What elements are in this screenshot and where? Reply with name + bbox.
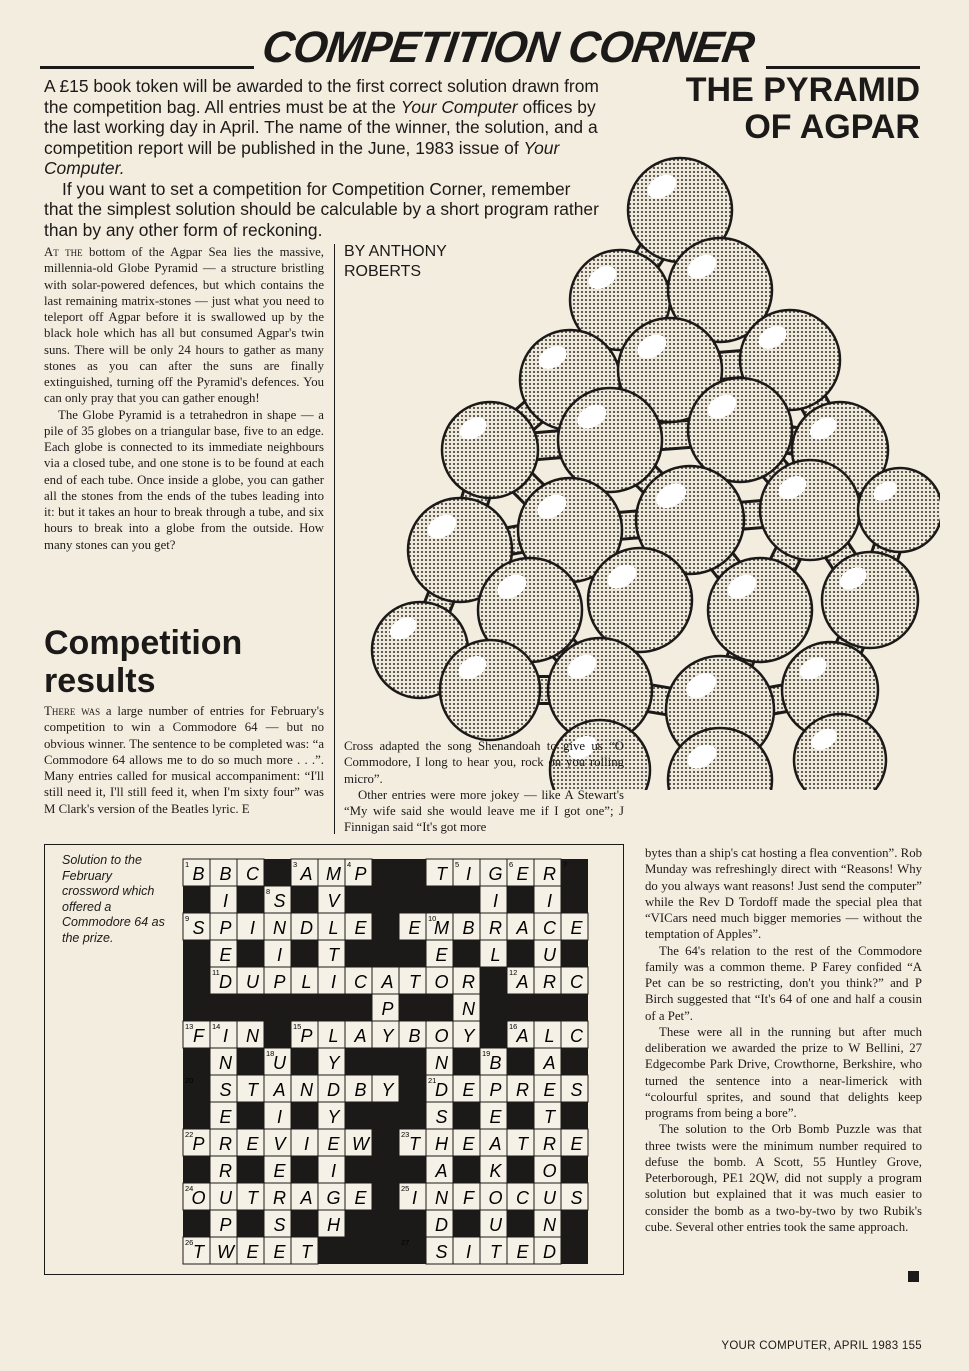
- crossword-clue-number: 11: [212, 968, 220, 977]
- crossword-black-cell: [561, 1102, 588, 1129]
- crossword-black-cell: [264, 1021, 291, 1048]
- crossword-letter: D: [435, 1215, 448, 1235]
- crossword-letter: T: [409, 1134, 420, 1154]
- crossword-letter: E: [462, 1134, 475, 1154]
- crossword-letter: E: [354, 1188, 367, 1208]
- crossword-letter: S: [273, 1215, 286, 1235]
- crossword-letter: H: [435, 1134, 448, 1154]
- crossword-letter: A: [516, 1026, 529, 1046]
- crossword-letter: N: [273, 918, 286, 938]
- crossword-black-cell: [561, 1237, 588, 1264]
- crossword-letter: P: [219, 918, 232, 938]
- crossword-letter: I: [492, 891, 499, 911]
- crossword-black-cell: [183, 994, 210, 1021]
- crossword-letter: S: [570, 1188, 583, 1208]
- crossword-letter: E: [489, 1107, 502, 1127]
- crossword-black-cell: [480, 967, 507, 994]
- globe-pyramid-illustration: [340, 130, 940, 790]
- crossword-letter: E: [219, 1107, 232, 1127]
- crossword-letter: D: [327, 1080, 340, 1100]
- crossword-black-cell: [480, 994, 507, 1021]
- crossword-black-cell: [399, 940, 426, 967]
- crossword-black-cell: [210, 994, 237, 1021]
- results-paragraph: bytes than a ship's cat hosting a flea convention”. Rob Munday was refreshingly direct with “Reasons! Why do you always want reasons! Just send the computer” while the Rev D Tordoff made the special plea that “VICars need much bigger memories — without the temptation of Apples”.: [645, 846, 922, 942]
- article-title-line: OF AGPAR: [744, 108, 920, 146]
- crossword-clue-number: 23: [401, 1130, 410, 1139]
- crossword-letter: I: [465, 864, 472, 884]
- crossword-letter: A: [354, 1026, 367, 1046]
- results-paragraph: These were all in the running but after much deliberation we awarded the prize to W Bellini, 27 Edgecombe Park Drive, Crowthorne, Berkshire, who turned the sentence into a near-limerick with “colourful sprites, and sound that delights keep programs from being a bore”.: [645, 1024, 922, 1120]
- crossword-black-cell: [507, 1156, 534, 1183]
- crossword-black-cell: [291, 940, 318, 967]
- crossword-clue-number: 6: [509, 860, 514, 869]
- crossword-black-cell: [237, 1048, 264, 1075]
- crossword-letter: C: [354, 972, 367, 992]
- crossword-clue-number: 1: [185, 860, 190, 869]
- crossword-black-cell: [561, 994, 588, 1021]
- crossword-clue-number: 18: [266, 1049, 275, 1058]
- crossword-black-cell: [237, 1102, 264, 1129]
- crossword-letter: W: [217, 1242, 234, 1262]
- crossword-letter: R: [462, 972, 475, 992]
- crossword-letter: T: [247, 1080, 258, 1100]
- crossword-letter: L: [301, 972, 312, 992]
- crossword-letter: Y: [462, 1026, 475, 1046]
- results-paragraph: Other entries were more jokey — like A Stewart's “My wife said she would leave me if I got one”; J Finnigan said “It's got more: [344, 787, 624, 835]
- results-heading: [44, 624, 334, 700]
- crossword-black-cell: [507, 1102, 534, 1129]
- crossword-black-cell: [372, 1129, 399, 1156]
- crossword-letter: F: [193, 1026, 204, 1046]
- crossword-grid: [181, 857, 601, 1269]
- crossword-letter: I: [330, 1161, 337, 1181]
- crossword-letter: I: [303, 1134, 310, 1154]
- crossword-letter: A: [435, 1161, 448, 1181]
- globe: [858, 468, 940, 552]
- crossword-letter: O: [434, 972, 449, 992]
- crossword-black-cell: [183, 1156, 210, 1183]
- crossword-letter: E: [327, 1134, 340, 1154]
- end-mark: [908, 1271, 919, 1282]
- crossword-black-cell: [372, 886, 399, 913]
- crossword-black-cell: [237, 886, 264, 913]
- crossword-letter: T: [409, 972, 420, 992]
- results-heading-line: results: [44, 662, 156, 700]
- crossword-letter: B: [462, 918, 475, 938]
- crossword-black-cell: [345, 1210, 372, 1237]
- results-column-2: [344, 738, 624, 836]
- crossword-black-cell: [399, 1210, 426, 1237]
- crossword-black-cell: [399, 1075, 426, 1102]
- crossword-black-cell: [399, 994, 426, 1021]
- masthead-title: COMPETITION CORNER: [259, 23, 757, 72]
- crossword-letter: T: [193, 1242, 204, 1262]
- crossword-letter: S: [192, 918, 205, 938]
- crossword-letter: E: [273, 1161, 286, 1181]
- globe: [688, 378, 792, 482]
- crossword-clue-number: 4: [347, 860, 352, 869]
- crossword-clue-number: 20: [185, 1076, 194, 1085]
- crossword-letter: E: [408, 918, 421, 938]
- crossword-letter: U: [246, 972, 259, 992]
- crossword-letter: L: [544, 1026, 555, 1046]
- crossword-black-cell: [399, 1048, 426, 1075]
- crossword-clue-number: 9: [185, 914, 190, 923]
- globe: [822, 552, 918, 648]
- crossword-letter: E: [354, 918, 367, 938]
- crossword-letter: V: [273, 1134, 286, 1154]
- globe: [708, 558, 812, 662]
- crossword-black-cell: [318, 1237, 345, 1264]
- results-column-3: [645, 845, 922, 1235]
- crossword-letter: D: [300, 918, 313, 938]
- crossword-black-cell: [183, 1102, 210, 1129]
- crossword-letter: Y: [327, 1107, 340, 1127]
- crossword-letter: R: [516, 1080, 529, 1100]
- crossword-black-cell: [453, 1210, 480, 1237]
- crossword-letter: U: [543, 945, 556, 965]
- crossword-letter: R: [219, 1134, 232, 1154]
- crossword-clue-number: 14: [212, 1022, 221, 1031]
- crossword-clue-number: 8: [266, 887, 271, 896]
- crossword-letter: A: [300, 864, 313, 884]
- crossword-black-cell: [264, 994, 291, 1021]
- story-text: bottom of the Agpar Sea lies the massive, millennia-old Globe Pyramid — a structure bristling with solar-powered defences, but which contains the last remaining matrix-stones — just what you need to teleport off Agpar before it is swallowed up by the black hole which has all but consumed Agpar's twin suns. There will be only 24 hours to gather as many stones as you can after the suns are finally extinguished, turning off the Pyramid's defences. You can only pray that you can gather enough!: [44, 245, 324, 406]
- crossword-letter: B: [489, 1053, 502, 1073]
- story-paragraph-1: [44, 244, 324, 407]
- crossword-black-cell: [453, 886, 480, 913]
- crossword-black-cell: [534, 994, 561, 1021]
- crossword-letter: T: [490, 1242, 501, 1262]
- crossword-letter: U: [219, 1188, 232, 1208]
- globe: [558, 388, 662, 492]
- crossword-letter: N: [462, 999, 475, 1019]
- crossword-letter: S: [219, 1080, 232, 1100]
- crossword-letter: I: [411, 1188, 418, 1208]
- crossword-letter: E: [435, 945, 448, 965]
- crossword-black-cell: [264, 859, 291, 886]
- crossword-letter: U: [273, 1053, 286, 1073]
- crossword-letter: O: [434, 1026, 449, 1046]
- intro-paragraph-2: If you want to set a competition for Competition Corner, remember that the simplest solution should be calculable by a short program rather than by any other form of reckoning.: [44, 178, 599, 240]
- results-paragraph: Cross adapted the song Shenandoah to give us “O Commodore, I long to hear you, rock on you rolling micro”.: [344, 739, 624, 786]
- byline: [344, 242, 504, 282]
- crossword-black-cell: [372, 1237, 399, 1264]
- crossword-black-cell: [399, 1102, 426, 1129]
- crossword-letter: R: [543, 972, 556, 992]
- crossword-letter: P: [273, 972, 286, 992]
- crossword-letter: A: [543, 1053, 556, 1073]
- page-footer: YOUR COMPUTER, APRIL 1983 155: [721, 1340, 922, 1352]
- results-paragraph: The 64's relation to the rest of the Commodore family was a common theme. P Farey confided “A Pet can be so restricting, don't you think?” and P Birch suggested that “It's 64 of one and half a cousin of a Pet”.: [645, 943, 922, 1023]
- crossword-black-cell: [507, 1048, 534, 1075]
- results-column-1: [44, 703, 324, 817]
- crossword-letter: N: [246, 1026, 259, 1046]
- crossword-letter: T: [436, 864, 447, 884]
- crossword-black-cell: [561, 1210, 588, 1237]
- crossword-letter: C: [570, 972, 583, 992]
- crossword-letter: I: [465, 1242, 472, 1262]
- crossword-black-cell: [399, 1156, 426, 1183]
- crossword-black-cell: [453, 1156, 480, 1183]
- crossword-letter: B: [219, 864, 232, 884]
- crossword-letter: R: [273, 1188, 286, 1208]
- crossword-black-cell: [345, 994, 372, 1021]
- crossword-black-cell: [372, 1102, 399, 1129]
- crossword-letter: S: [273, 891, 286, 911]
- crossword-letter: E: [246, 1134, 259, 1154]
- crossword-clue-number: 25: [401, 1184, 410, 1193]
- crossword-caption: Solution to the February crossword which offered a Commodore 64 as the prize.: [62, 853, 165, 945]
- crossword-letter: U: [489, 1215, 502, 1235]
- crossword-black-cell: [345, 1237, 372, 1264]
- results-paragraph: [44, 703, 324, 817]
- crossword-black-cell: [372, 940, 399, 967]
- crossword-letter: D: [219, 972, 232, 992]
- crossword-letter: E: [219, 945, 232, 965]
- crossword-black-cell: [453, 1048, 480, 1075]
- crossword-letter: Y: [381, 1080, 394, 1100]
- crossword-letter: E: [246, 1242, 259, 1262]
- intro-magazine-name: Your Computer: [400, 96, 518, 117]
- crossword-black-cell: [372, 1156, 399, 1183]
- crossword-letter: A: [300, 1188, 313, 1208]
- crossword-letter: I: [276, 1107, 283, 1127]
- crossword-black-cell: [237, 1210, 264, 1237]
- crossword-letter: A: [381, 972, 394, 992]
- crossword-letter: I: [330, 972, 337, 992]
- crossword-letter: D: [543, 1242, 556, 1262]
- results-lead: There was: [44, 704, 101, 718]
- crossword-letter: Y: [327, 1053, 340, 1073]
- crossword-letter: A: [516, 972, 529, 992]
- crossword-letter: O: [542, 1161, 557, 1181]
- crossword-black-cell: [561, 1156, 588, 1183]
- crossword-letter: C: [516, 1188, 529, 1208]
- crossword-letter: O: [191, 1188, 206, 1208]
- crossword-letter: R: [489, 918, 502, 938]
- crossword-clue-number: 26: [185, 1238, 194, 1247]
- crossword-letter: I: [222, 1026, 229, 1046]
- crossword-letter: N: [435, 1053, 448, 1073]
- crossword-letter: B: [192, 864, 205, 884]
- crossword-clue-number: 5: [455, 860, 460, 869]
- crossword-black-cell: [372, 1210, 399, 1237]
- crossword-clue-number: 3: [293, 860, 298, 869]
- crossword-letter: N: [543, 1215, 556, 1235]
- crossword-letter: P: [219, 1215, 232, 1235]
- crossword-letter: E: [570, 918, 583, 938]
- crossword-letter: N: [300, 1080, 313, 1100]
- crossword-letter: O: [488, 1188, 503, 1208]
- crossword-black-cell: [453, 940, 480, 967]
- crossword-letter: V: [327, 891, 340, 911]
- byline-line: BY ANTHONY: [344, 243, 447, 260]
- crossword-letter: R: [543, 1134, 556, 1154]
- crossword-black-cell: [507, 886, 534, 913]
- crossword-clue-number: 10: [428, 914, 437, 923]
- crossword-letter: E: [543, 1080, 556, 1100]
- crossword-black-cell: [561, 1048, 588, 1075]
- crossword-letter: A: [489, 1134, 502, 1154]
- crossword-letter: L: [328, 1026, 339, 1046]
- crossword-letter: E: [516, 1242, 529, 1262]
- crossword-clue-number: 16: [509, 1022, 518, 1031]
- crossword-black-cell: [318, 994, 345, 1021]
- crossword-black-cell: [183, 1210, 210, 1237]
- crossword-letter: B: [408, 1026, 421, 1046]
- crossword-letter: L: [490, 945, 501, 965]
- crossword-letter: Y: [381, 1026, 394, 1046]
- crossword-black-cell: [372, 1048, 399, 1075]
- crossword-black-cell: [507, 1210, 534, 1237]
- crossword-letter: C: [543, 918, 556, 938]
- crossword-letter: S: [570, 1080, 583, 1100]
- crossword-letter: D: [435, 1080, 448, 1100]
- crossword-letter: U: [543, 1188, 556, 1208]
- story-paragraph-2: The Globe Pyramid is a tetrahedron in shape — a pile of 35 globes on a triangular base, five to an edge. Each globe is connected to its immediate neighbours via a closed tube, and one stone is to be found at each end of each tube. Once inside a globe, you can gather all the stones from the ends of the tubes leading into it: but it takes an hour to break through a tube, and six hours to break into a globe from the outside. How many stones can you get?: [44, 407, 324, 552]
- crossword-black-cell: [561, 886, 588, 913]
- crossword-black-cell: [291, 1102, 318, 1129]
- intro-magazine-name: Your Computer.: [44, 137, 560, 178]
- results-paragraph: The solution to the Orb Bomb Puzzle was that three twists were the minimum number required to defuse the bomb. A Scott, 55 Huntley Grove, Peterborough, PE1 2QW, did not supply a program solution but explained that it was much easier to consider the bomb as a two-by-two by two Rubik's cube. Several other entries took the same approach.: [645, 1122, 922, 1234]
- crossword-black-cell: [372, 859, 399, 886]
- crossword-letter: P: [381, 999, 394, 1019]
- crossword-clue-number: 15: [293, 1022, 302, 1031]
- crossword-black-cell: [399, 859, 426, 886]
- crossword-black-cell: [345, 940, 372, 967]
- crossword-letter: I: [276, 945, 283, 965]
- results-heading-line: Competition: [44, 624, 243, 662]
- column-divider: [334, 244, 335, 834]
- crossword-letter: M: [434, 918, 449, 938]
- globe: [440, 640, 540, 740]
- crossword-letter: P: [192, 1134, 205, 1154]
- crossword-black-cell: [345, 1048, 372, 1075]
- crossword-letter: I: [249, 918, 256, 938]
- crossword-black-cell: [183, 940, 210, 967]
- crossword-letter: P: [300, 1026, 313, 1046]
- crossword-letter: G: [326, 1188, 341, 1208]
- crossword-letter: F: [463, 1188, 474, 1208]
- crossword-letter: S: [435, 1242, 448, 1262]
- crossword-black-cell: [372, 913, 399, 940]
- crossword-letter: K: [489, 1161, 502, 1181]
- crossword-letter: N: [435, 1188, 448, 1208]
- crossword-black-cell: [237, 940, 264, 967]
- crossword-black-cell: [372, 1183, 399, 1210]
- masthead-rule-right: [766, 66, 920, 69]
- crossword-black-cell: [453, 1102, 480, 1129]
- crossword-clue-number: 24: [185, 1184, 194, 1193]
- crossword-black-cell: [507, 940, 534, 967]
- crossword-black-cell: [291, 994, 318, 1021]
- crossword-clue-number: 19: [482, 1049, 491, 1058]
- crossword-letter: C: [570, 1026, 583, 1046]
- crossword-clue-number: 27: [401, 1238, 410, 1247]
- crossword-letter: N: [219, 1053, 232, 1073]
- crossword-letter: T: [517, 1134, 528, 1154]
- pyramid-story: [44, 244, 324, 553]
- crossword-letter: P: [354, 864, 367, 884]
- crossword-black-cell: [183, 967, 210, 994]
- crossword-black-cell: [291, 1210, 318, 1237]
- crossword-clue-number: 12: [509, 968, 518, 977]
- story-lead: At the: [44, 245, 83, 259]
- crossword-clue-number: 22: [185, 1130, 194, 1139]
- masthead-rule-left: [40, 66, 254, 69]
- crossword-black-cell: [561, 940, 588, 967]
- crossword-letter: T: [247, 1188, 258, 1208]
- crossword-clue-number: 21: [428, 1076, 437, 1085]
- globe: [442, 402, 538, 498]
- crossword-letter: A: [516, 918, 529, 938]
- crossword-black-cell: [507, 994, 534, 1021]
- crossword-black-cell: [399, 886, 426, 913]
- crossword-letter: E: [570, 1134, 583, 1154]
- crossword-black-cell: [426, 886, 453, 913]
- crossword-letter: I: [222, 891, 229, 911]
- byline-line: ROBERTS: [344, 263, 422, 280]
- crossword-letter: E: [273, 1242, 286, 1262]
- crossword-black-cell: [291, 886, 318, 913]
- crossword-black-cell: [291, 1156, 318, 1183]
- crossword-clue-number: 13: [185, 1022, 194, 1031]
- crossword-black-cell: [426, 994, 453, 1021]
- crossword-black-cell: [237, 994, 264, 1021]
- crossword-letter: R: [543, 864, 556, 884]
- masthead: [40, 22, 920, 78]
- intro-text: A £15 book token will be awarded to the first correct solution drawn from the competition bag. All entries must be at the: [44, 76, 599, 117]
- crossword-letter: H: [327, 1215, 340, 1235]
- crossword-letter: B: [354, 1080, 367, 1100]
- crossword-black-cell: [480, 1021, 507, 1048]
- crossword-black-cell: [345, 1156, 372, 1183]
- crossword-letter: E: [516, 864, 529, 884]
- crossword-letter: R: [219, 1161, 232, 1181]
- crossword-letter: T: [301, 1242, 312, 1262]
- crossword-letter: T: [328, 945, 339, 965]
- crossword-clue-number: 7: [563, 860, 568, 869]
- crossword-black-cell: [237, 1156, 264, 1183]
- article-title-line: THE PYRAMID: [685, 71, 920, 109]
- crossword-black-cell: [345, 1102, 372, 1129]
- crossword-black-cell: [345, 886, 372, 913]
- crossword-letter: T: [544, 1107, 555, 1127]
- crossword-black-cell: [291, 1048, 318, 1075]
- crossword-letter: I: [546, 891, 553, 911]
- globe: [588, 548, 692, 652]
- crossword-letter: E: [462, 1080, 475, 1100]
- crossword-letter: W: [352, 1134, 369, 1154]
- crossword-letter: G: [488, 864, 503, 884]
- crossword-letter: S: [435, 1107, 448, 1127]
- crossword-letter: C: [246, 864, 259, 884]
- intro-text: offices by the last working day in April. The name of the winner, the solution, and a competition report will be published in the June, 1983 issue of: [44, 96, 598, 158]
- crossword-letter: P: [489, 1080, 502, 1100]
- results-text: a large number of entries for February's competition to win a Commodore 64 — but no obvious winner. The sentence to be completed was: “a Commodore 64 allows me to do so much more . . .”. Many entries called for musical accompaniment: “I'll still need it, I'll still feed it, when I'm sixty four” was M Clark's version of the Beatles lyric. E: [44, 704, 325, 816]
- crossword-letter: M: [326, 864, 341, 884]
- globe: [760, 460, 860, 560]
- crossword-black-cell: [183, 886, 210, 913]
- crossword-letter: L: [328, 918, 339, 938]
- crossword-black-cell: [183, 1048, 210, 1075]
- crossword-letter: A: [273, 1080, 286, 1100]
